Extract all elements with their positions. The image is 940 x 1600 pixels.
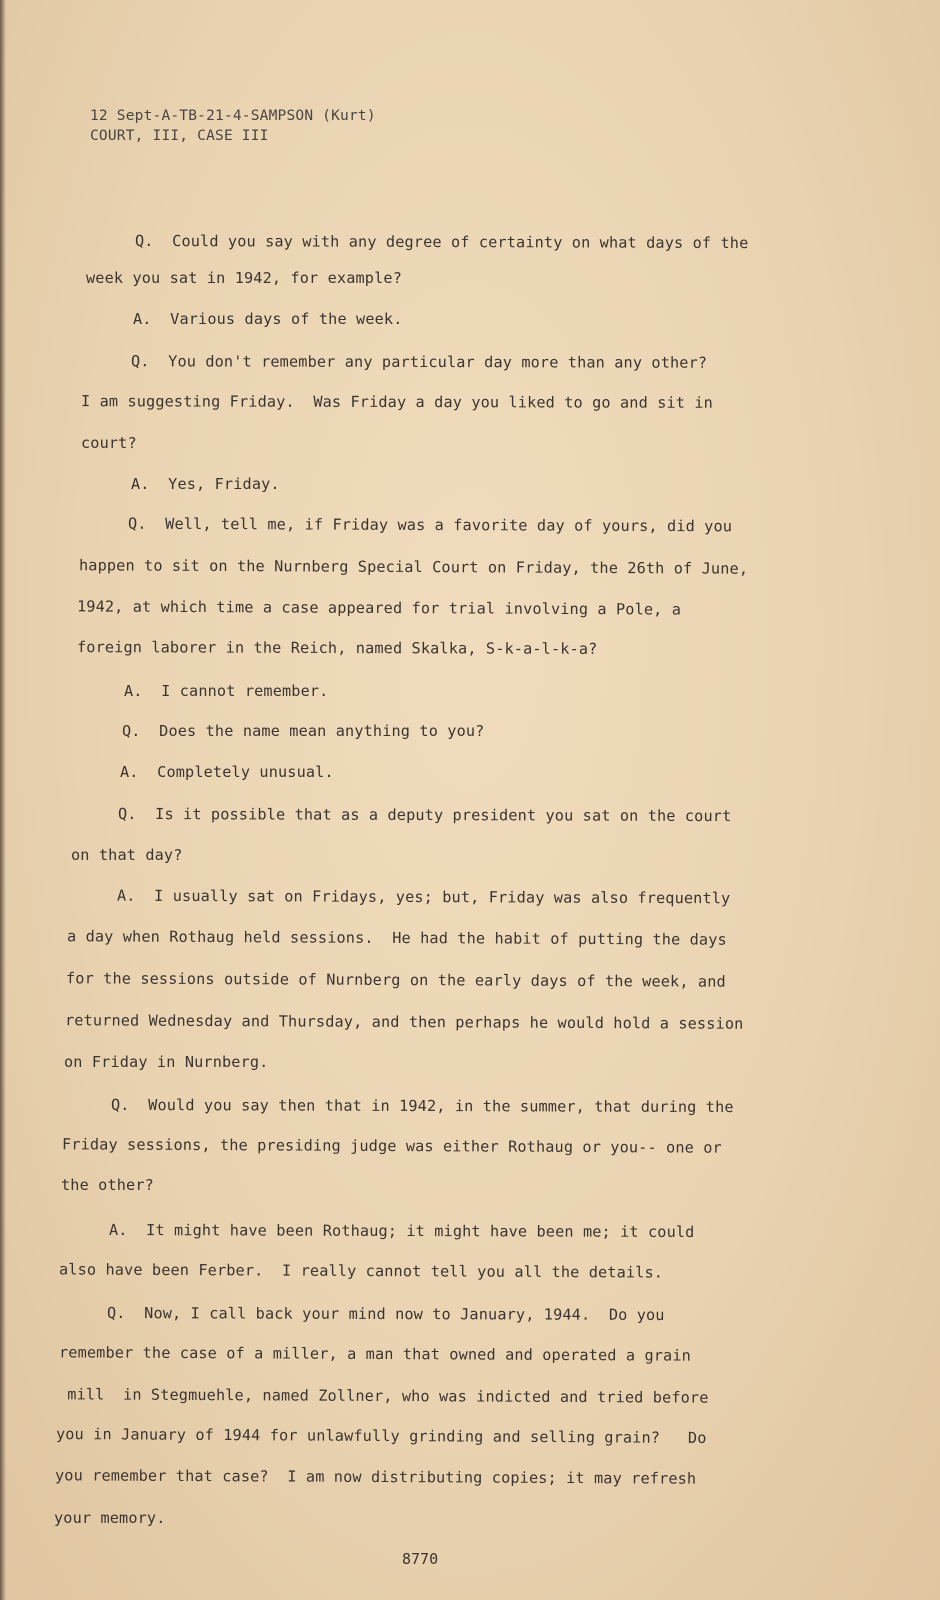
text-line: court? (81, 434, 137, 452)
text-line: I am suggesting Friday. Was Friday a day you liked to go and sit in (80, 392, 713, 412)
text-line: A. Completely unusual. (120, 763, 334, 781)
text-line: week you sat in 1942, for example? (86, 269, 402, 287)
text-line: returned Wednesday and Thursday, and then perhaps he would hold a session (64, 1011, 744, 1033)
text-line: A. Yes, Friday. (131, 475, 280, 493)
text-line: also have been Ferber. I really cannot tell you all the details. (58, 1260, 664, 1282)
text-line: A. Various days of the week. (133, 310, 403, 328)
text-line: on Friday in Nurnberg. (64, 1053, 269, 1071)
text-line: mill in Stegmuehle, named Zollner, who was indicted and tried before (57, 1385, 709, 1407)
text-line: a day when Rothaug held sessions. He had the habit of putting the days (66, 927, 727, 949)
text-line: foreign laborer in the Reich, named Skalka, S-k-a-l-k-a? (76, 638, 598, 658)
text-line: Q. You don't remember any particular day more than any other? (130, 352, 708, 372)
text-line: A. I usually sat on Fridays, yes; but, Friday was also frequently (116, 886, 731, 908)
text-line: Q. Is it possible that as a deputy president you sat on the court (117, 804, 732, 826)
text-line: A. I cannot remember. (124, 682, 329, 700)
text-line: Q. Does the name mean anything to you? (122, 722, 485, 740)
text-line: remember the case of a miller, a man that owned and operated a grain (58, 1343, 692, 1365)
text-line: 1942, at which time a case appeared for trial involving a Pole, a (76, 597, 682, 619)
text-line: A. It might have been Rothaug; it might have been me; it could (108, 1220, 695, 1242)
header-line-2: COURT, III, CASE III (90, 128, 269, 144)
text-line: you in January of 1944 for unlawfully grinding and selling grain? Do (55, 1425, 707, 1447)
header-line-1: 12 Sept-A-TB-21-4-SAMPSON (Kurt) (90, 108, 376, 124)
page-number: 8770 (402, 1550, 439, 1568)
text-line: Friday sessions, the presiding judge was either Rothaug or you-- one or (61, 1135, 722, 1157)
text-line: for the sessions outside of Nurnberg on the early days of the week, and (65, 969, 726, 991)
text-line: the other? (61, 1176, 154, 1194)
text-line: Q. Could you say with any degree of certainty on what days of the (134, 231, 749, 253)
text-line: you remember that case? I am now distributing copies; it may refresh (54, 1466, 697, 1488)
text-line: happen to sit on the Nurnberg Special Court on Friday, the 26th of June, (78, 556, 749, 578)
text-line: Q. Well, tell me, if Friday was a favorite day of yours, did you (127, 514, 733, 536)
text-line: Q. Now, I call back your mind now to January, 1944. Do you (106, 1304, 665, 1324)
text-line: on that day? (71, 846, 183, 864)
text-line: your memory. (54, 1509, 166, 1527)
text-line: Q. Would you say then that in 1942, in the summer, that during the (110, 1095, 734, 1117)
